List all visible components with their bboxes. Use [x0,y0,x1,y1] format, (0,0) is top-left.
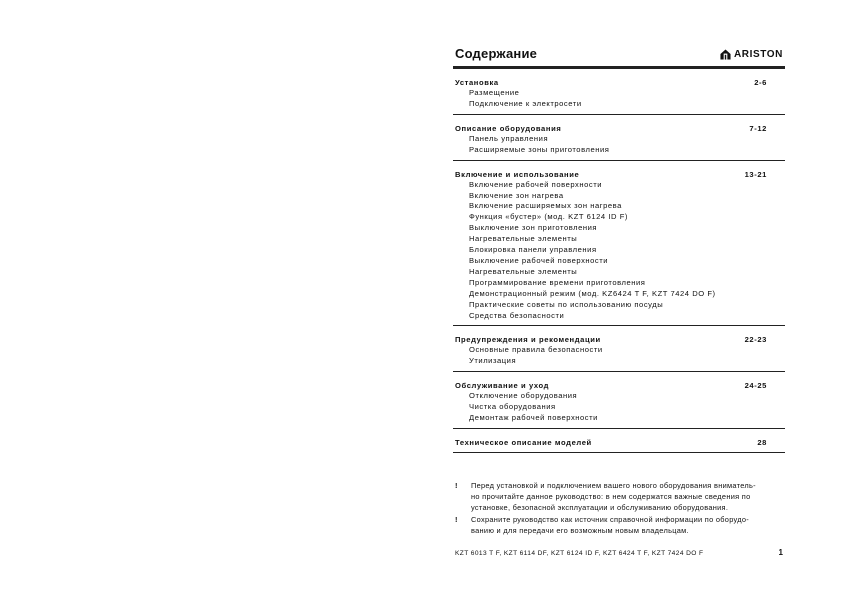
header [453,44,785,64]
section-title: Обслуживание и уход [455,381,550,391]
section-pages: 2-6 [754,78,767,87]
section-title: Установка [455,78,499,87]
toc-section [453,372,785,429]
toc-item[interactable]: Размещение [469,88,520,97]
toc-item[interactable]: Демонстрационный режим (мод. KZ6424 T F, KZT 7424 DO F) [469,288,716,298]
ariston-logo-icon [720,49,731,60]
section-title: Предупреждения и рекомендации [455,335,601,345]
toc-item[interactable]: Программирование времени приготовления [469,277,646,287]
toc-item[interactable]: Нагревательные элементы [469,266,578,276]
section-pages: 24-25 [744,381,767,391]
section-pages: 7-12 [749,123,767,133]
toc-section-heading[interactable] [453,334,785,345]
toc-item[interactable]: Включение рабочей поверхности [469,179,603,189]
toc-item[interactable]: Блокировка панели управления [469,245,597,255]
toc-section-heading[interactable] [453,123,785,134]
note-line: ванию и для передачи его возможным новым владельцам. [471,526,689,535]
toc-section [453,429,785,453]
toc-item[interactable]: Демонтаж рабочей поверхности [469,413,598,423]
toc-sections [453,69,785,453]
model-list: KZT 6013 T F, KZT 6114 DF, KZT 6124 ID F, KZT 6424 T F, KZT 7424 DO F [455,550,704,557]
toc-section-heading[interactable] [453,380,785,391]
note-line: установке, безопасной эксплуатации и обслуживанию оборудования. [471,503,729,512]
toc-item[interactable]: Включение зон нагрева [469,190,564,200]
note [453,514,785,536]
toc-section-heading[interactable] [453,77,785,88]
section-title: Включение и использование [455,169,580,179]
toc-item[interactable]: Подключение к электросети [469,98,582,108]
toc-item[interactable]: Отключение оборудования [469,391,578,401]
toc-section [453,326,785,372]
section-pages: 13-21 [744,169,767,179]
exclamation-icon: ! [455,481,458,490]
table-of-contents [453,44,785,453]
note-line: Сохраните руководство как источник справочной информации по оборудо- [471,515,750,524]
toc-item[interactable]: Нагревательные элементы [469,234,578,244]
toc-item[interactable]: Включение расширяемых зон нагрева [469,201,622,211]
toc-item[interactable]: Утилизация [469,356,517,366]
toc-item[interactable]: Выключение зон приготовления [469,223,598,233]
brand-name: ARISTON [733,49,783,60]
toc-item[interactable]: Функция «бустер» (мод. KZT 6124 ID F) [469,212,628,222]
toc-item[interactable]: Расширяемые зоны приготовления [469,144,610,154]
exclamation-icon: ! [455,515,458,524]
toc-section-heading[interactable] [453,437,785,448]
toc-item[interactable]: Средства безопасности [469,310,565,320]
note-line: но прочитайте данное руководство: в нем содержатся важные сведения по [471,492,751,501]
toc-section [453,69,785,115]
footer [453,548,785,557]
note-text [471,480,785,513]
note-text [471,514,785,536]
toc-section [453,161,785,327]
section-title: Описание оборудования [455,123,562,133]
note [453,480,785,513]
page-title: Содержание [455,46,538,61]
toc-section [453,115,785,161]
section-pages: 28 [757,437,767,447]
page-number: 1 [778,548,783,557]
section-title: Техническое описание моделей [455,437,592,447]
toc-section-heading[interactable] [453,169,785,180]
toc-item[interactable]: Основные правила безопасности [469,345,603,355]
toc-item[interactable]: Практические советы по использованию посуды [469,299,664,309]
brand-logo [720,49,783,60]
toc-item[interactable]: Выключение рабочей поверхности [469,255,609,265]
toc-item[interactable]: Чистка оборудования [469,402,556,412]
section-pages: 22-23 [744,335,767,345]
notes [453,480,785,537]
toc-item[interactable]: Панель управления [469,133,549,143]
note-line: Перед установкой и подключением вашего нового оборудования вниматель- [471,481,756,490]
